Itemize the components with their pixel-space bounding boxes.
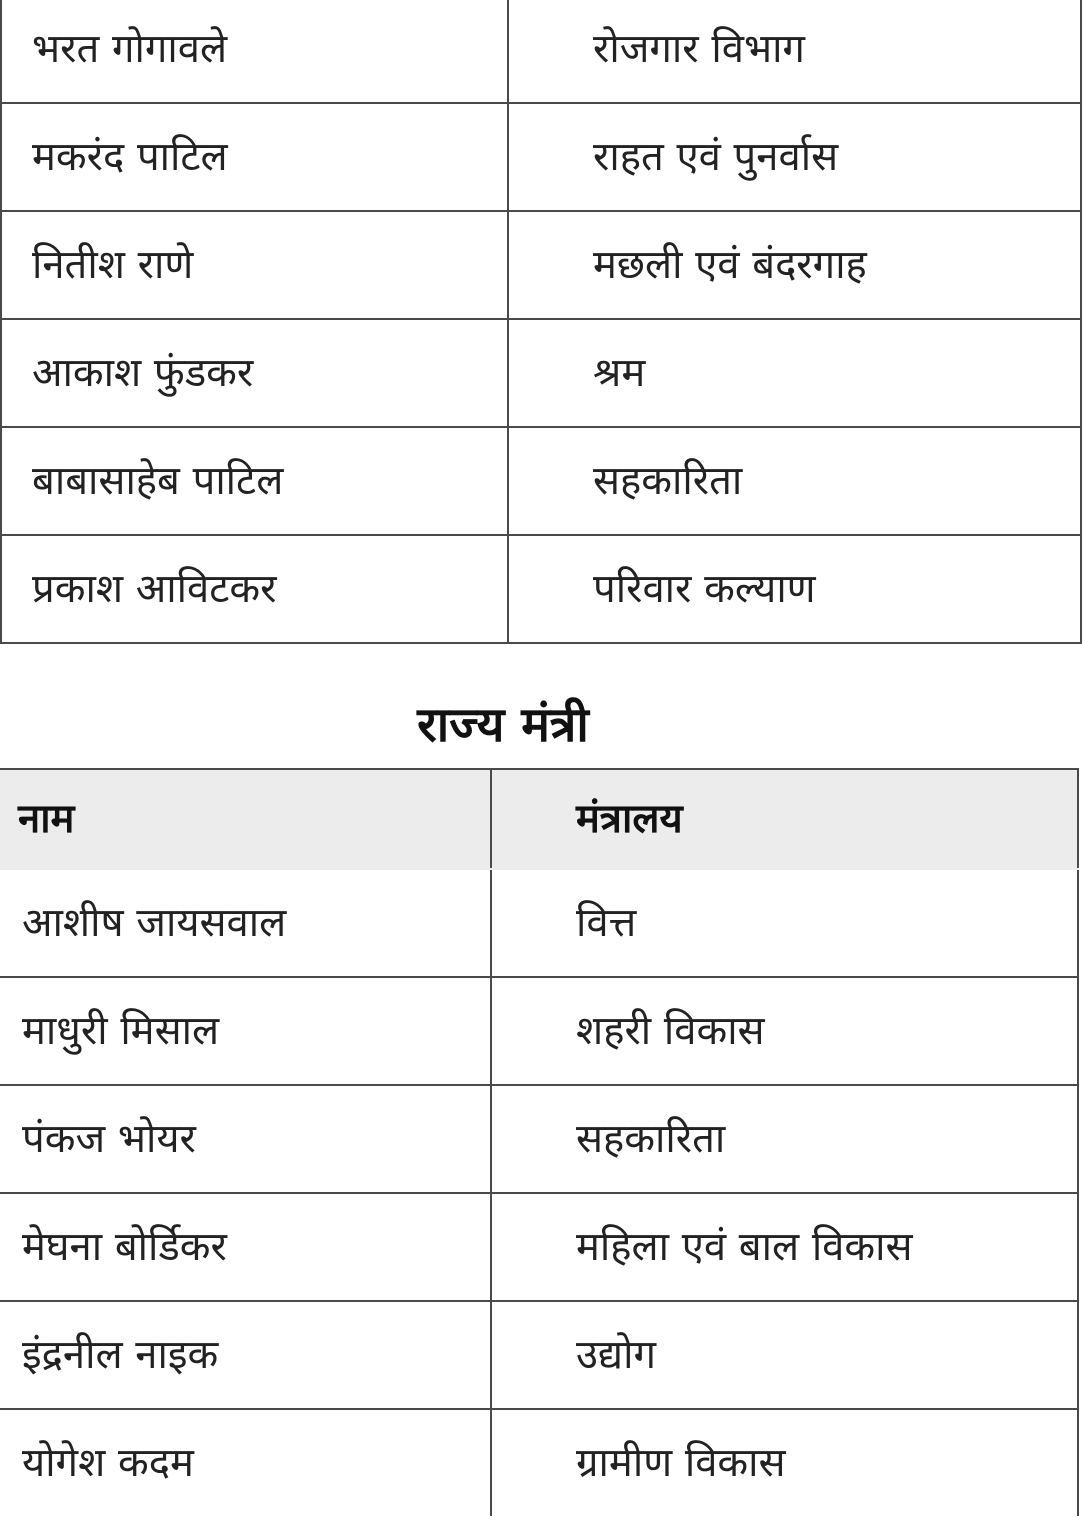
table-row: [0, 1409, 1078, 1516]
table-row: [1, 535, 1081, 643]
minister-name-cell: मेघना बोर्डिकर: [0, 1193, 491, 1301]
ministry-cell: महिला एवं बाल विकास: [491, 1193, 1078, 1301]
minister-name-cell: आकाश फुंडकर: [1, 319, 508, 427]
ministry-cell: राहत एवं पुनर्वास: [508, 103, 1081, 211]
minister-name-cell: आशीष जायसवाल: [0, 869, 491, 977]
minister-name-cell: इंद्रनील नाइक: [0, 1301, 491, 1409]
ministry-cell: ग्रामीण विकास: [491, 1409, 1078, 1516]
table-row: [1, 427, 1081, 535]
table-row: [0, 1301, 1078, 1409]
minister-name-cell: बाबासाहेब पाटिल: [1, 427, 508, 535]
table-row: [0, 1193, 1078, 1301]
table-row: [1, 103, 1081, 211]
cabinet-ministers-table: [0, 0, 1082, 644]
ministry-cell: श्रम: [508, 319, 1081, 427]
section-title: राज्य मंत्री: [417, 697, 589, 753]
table-row: [1, 319, 1081, 427]
ministry-cell: सहकारिता: [491, 1085, 1078, 1193]
table-row: [1, 211, 1081, 319]
table-row: [0, 869, 1078, 977]
column-header-name: नाम: [0, 769, 491, 869]
minister-name-cell: मकरंद पाटिल: [1, 103, 508, 211]
ministry-cell: परिवार कल्याण: [508, 535, 1081, 643]
ministry-cell: उद्योग: [491, 1301, 1078, 1409]
minister-name-cell: प्रकाश आविटकर: [1, 535, 508, 643]
minister-name-cell: माधुरी मिसाल: [0, 977, 491, 1085]
ministry-cell: रोजगार विभाग: [508, 0, 1081, 103]
table-row: [0, 977, 1078, 1085]
ministry-cell: सहकारिता: [508, 427, 1081, 535]
minister-name-cell: पंकज भोयर: [0, 1085, 491, 1193]
state-ministers-table: [0, 768, 1079, 1516]
ministry-cell: शहरी विकास: [491, 977, 1078, 1085]
minister-name-cell: नितीश राणे: [1, 211, 508, 319]
column-header-ministry: मंत्रालय: [491, 769, 1078, 869]
ministry-cell: मछली एवं बंदरगाह: [508, 211, 1081, 319]
ministry-cell: वित्त: [491, 869, 1078, 977]
table-row: [0, 1085, 1078, 1193]
table-header-row: [0, 769, 1078, 869]
minister-name-cell: भरत गोगावले: [1, 0, 508, 103]
minister-name-cell: योगेश कदम: [0, 1409, 491, 1516]
table-row: [1, 0, 1081, 103]
